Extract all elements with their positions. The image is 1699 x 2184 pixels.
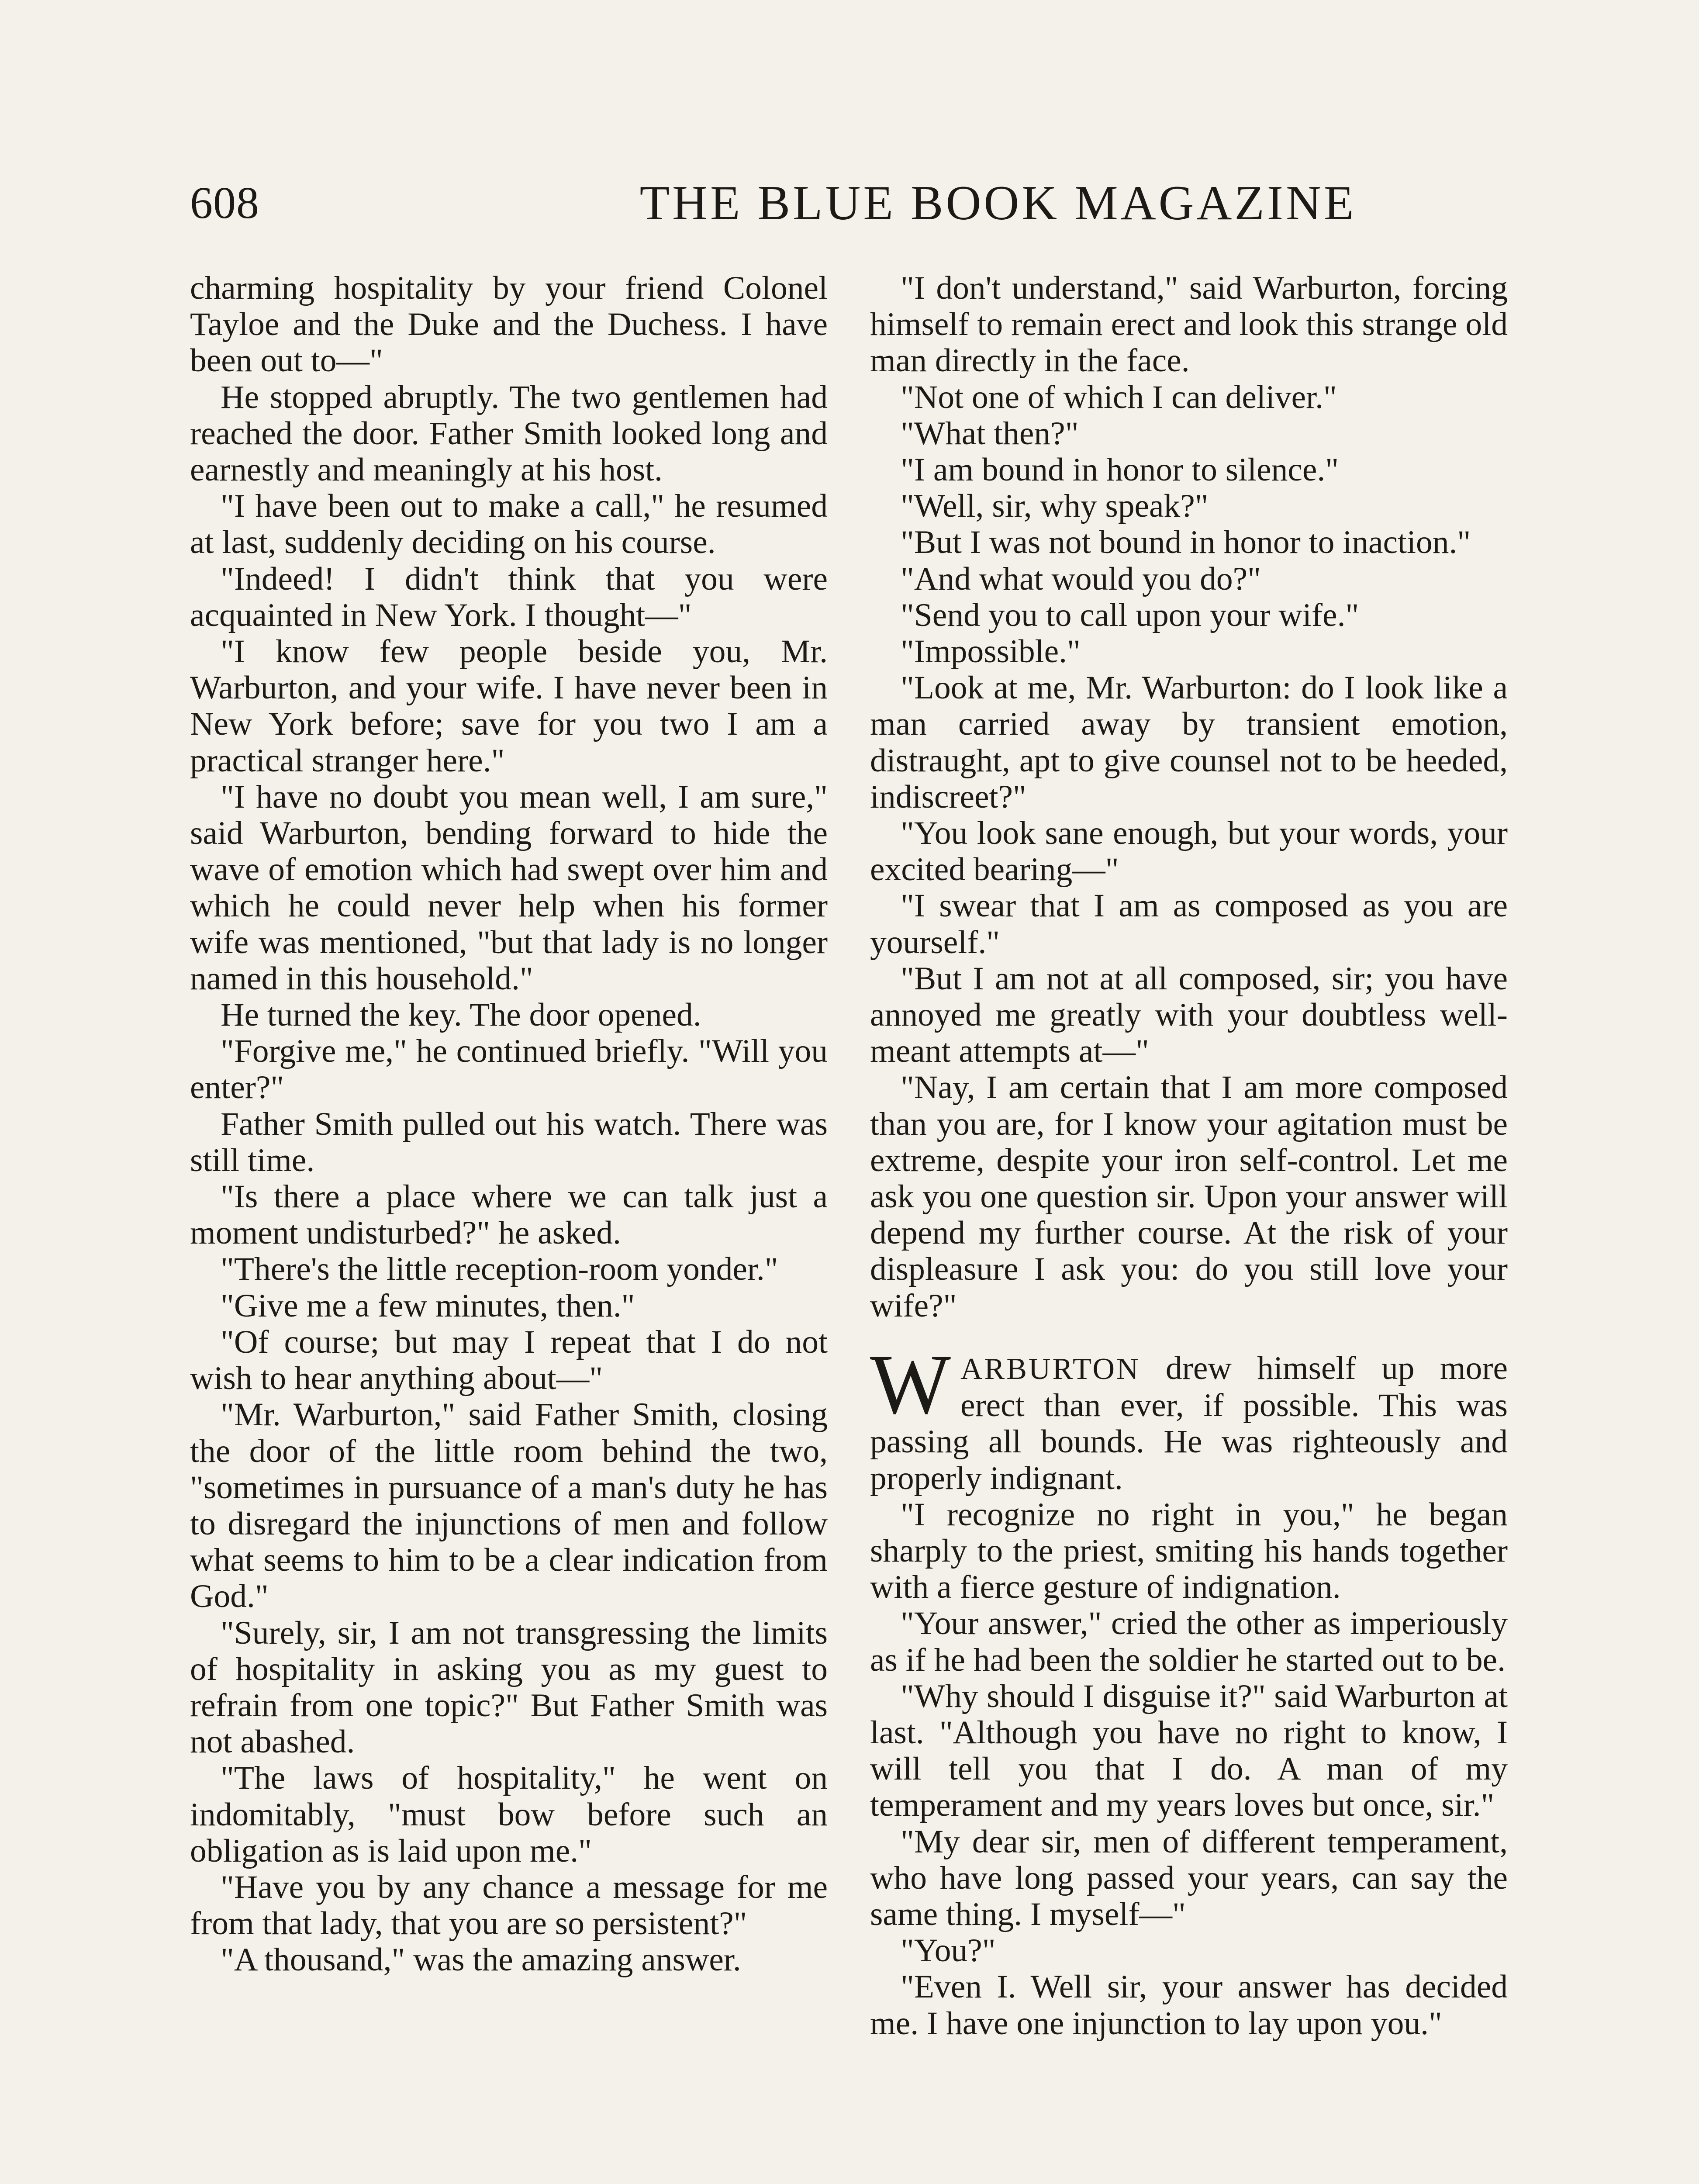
paragraph: "There's the little reception-room yonder.": [221, 1251, 778, 1288]
paragraph: "I know few people beside you, Mr. Warburton, and your wife. I have never been in New York before; save for you two I am a practical stranger here.": [190, 633, 828, 779]
paragraph: "Nay, I am certain that I am more composed than you are, for I know your agitation must be extreme, despite your iron self-control. Let me ask you one question sir. Upon your answer will depend my further course. At the risk of your displeasure I ask you: do you still love your wife?": [870, 1069, 1508, 1324]
paragraph: "I swear that I am as composed as you are yourself.": [870, 888, 1508, 961]
section-break-paragraph: [870, 1337, 1508, 1496]
magazine-title: THE BLUE BOOK MAGAZINE: [639, 176, 1357, 230]
paragraph: "Surely, sir, I am not transgressing the limits of hospitality in asking you as my guest to refrain from one topic?" But Father Smith was not abashed.: [190, 1614, 828, 1760]
paragraph: "I am bound in honor to silence.": [901, 452, 1339, 488]
paragraph: "Not one of which I can deliver.": [901, 379, 1337, 415]
page-number: 608: [190, 178, 259, 228]
page-header: [190, 173, 1518, 234]
paragraph: "And what would you do?": [901, 560, 1261, 597]
paragraph: "I have no doubt you mean well, I am sure," said Warburton, bending forward to hide the wave of emotion which had swept over him and which he could never help when his former wife was mentioned, "but that lady is no longer named in this household.": [190, 778, 828, 997]
section-break-text: drew himself up more erect than ever, if possible. This was passing all bounds. He was righteously and properly indignant.: [870, 1350, 1508, 1496]
paragraph: "Look at me, Mr. Warburton: do I look like a man carried away by transient emotion, distraught, apt to give counsel not to be heeded, indiscreet?": [870, 670, 1508, 815]
paragraph: charming hospitality by your friend Colonel Tayloe and the Duke and the Duchess. I have been out to—": [190, 270, 828, 379]
paragraph: "Your answer," cried the other as imperiously as if he had been the soldier he started out to be.: [870, 1605, 1508, 1678]
smallcaps-word: ARBURTON: [960, 1352, 1140, 1386]
paragraph: "Have you by any chance a message for me from that lady, that you are so persistent?": [190, 1869, 828, 1942]
paragraph: "Even I. Well sir, your answer has decided me. I have one injunction to lay upon you.": [870, 1969, 1508, 2042]
paragraph: "Mr. Warburton," said Father Smith, closing the door of the little room behind the two, "sometimes in pursuance of a man's duty he has to disregard the injunctions of men and follow what seems to him to be a clear indication from God.": [190, 1396, 828, 1615]
paragraph: "The laws of hospitality," he went on indomitably, "must bow before such an obligation as is laid upon me.": [190, 1760, 828, 1869]
paragraph: "Forgive me," he continued briefly. "Will you enter?": [190, 1033, 828, 1106]
drop-cap: W: [870, 1337, 951, 1432]
right-column: [870, 270, 1508, 2042]
paragraph: "I have been out to make a call," he resumed at last, suddenly deciding on his course.: [190, 488, 828, 561]
paragraph: "I don't understand," said Warburton, forcing himself to remain erect and look this strange old man directly in the face.: [870, 270, 1508, 379]
paragraph: "I recognize no right in you," he began sharply to the priest, smiting his hands together with a fierce gesture of indignation.: [870, 1496, 1508, 1606]
paragraph: "Why should I disguise it?" said Warburton at last. "Although you have no right to know, I will tell you that I do. A man of my temperament and my years loves but once, sir.": [870, 1678, 1508, 1824]
paragraph: He stopped abruptly. The two gentlemen had reached the door. Father Smith looked long and earnestly and meaningly at his host.: [190, 379, 828, 488]
paragraph: "Impossible.": [901, 633, 1081, 670]
paragraph: "My dear sir, men of different temperament, who have long passed your years, can say the same thing. I myself—": [870, 1823, 1508, 1932]
paragraph: Father Smith pulled out his watch. There was still time.: [190, 1106, 828, 1178]
paragraph: "Well, sir, why speak?": [901, 488, 1209, 525]
paragraph: "But I am not at all composed, sir; you have annoyed me greatly with your doubtless well-meant attempts at—": [870, 960, 1508, 1070]
paragraph: "Give me a few minutes, then.": [221, 1287, 635, 1324]
left-column: [190, 270, 828, 1978]
paragraph: "But I was not bound in honor to inaction.": [901, 524, 1471, 561]
paragraph: "A thousand," was the amazing answer.: [221, 1942, 741, 1978]
paragraph: "Send you to call upon your wife.": [901, 597, 1359, 633]
paragraph: "What then?": [901, 415, 1079, 452]
paragraph: "Is there a place where we can talk just a moment undisturbed?" he asked.: [190, 1178, 828, 1251]
paragraph: "You?": [901, 1932, 996, 1969]
paragraph: "Indeed! I didn't think that you were acquainted in New York. I thought—": [190, 560, 828, 633]
paragraph: He turned the key. The door opened.: [221, 997, 701, 1033]
paragraph: "You look sane enough, but your words, your excited bearing—": [870, 815, 1508, 888]
paragraph: "Of course; but may I repeat that I do not wish to hear anything about—": [190, 1324, 828, 1397]
